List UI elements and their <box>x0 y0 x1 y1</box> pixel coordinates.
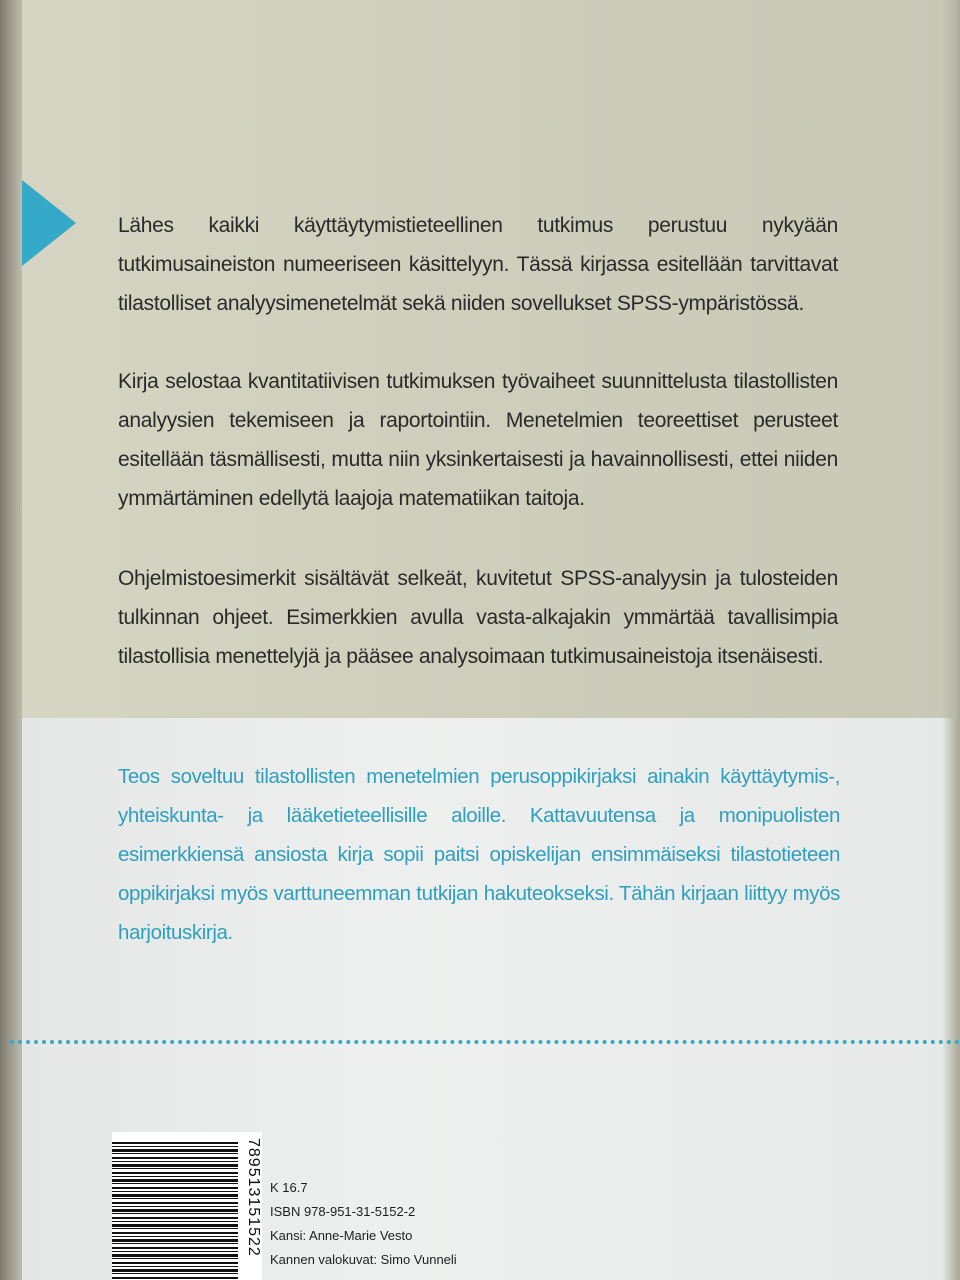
triangle-marker-icon <box>22 180 76 266</box>
classification-code: K 16.7 <box>270 1180 308 1195</box>
dotted-divider <box>10 1040 960 1044</box>
blurb-paragraph-1: Lähes kaikki käyttäytymistieteellinen tutkimus perustuu nykyään tutkimusaineiston numeeriseen käsittelyyn. Tässä kirjassa esitellään tarvittavat tilastolliset analyysimenetelmät sekä niiden sovellukset SPSS-ympäristössä. <box>118 214 838 315</box>
imprint-info <box>270 1176 457 1272</box>
isbn-number: ISBN 978-951-31-5152-2 <box>270 1204 416 1219</box>
isbn-barcode <box>112 1132 262 1280</box>
blurb-paragraph-3: Ohjelmistoesimerkit sisältävät selkeät, kuvitetut SPSS-analyysin ja tulosteiden tulkinnan ohjeet. Esimerkkien avulla vasta-alkajakin ymmärtää tavallisimpia tilastollisia menettelyjä ja pääsee analysoimaan tutkimusaineistoja itsenäisesti. <box>118 567 838 668</box>
cover-photographer: Kannen valokuvat: Simo Vunneli <box>270 1252 457 1267</box>
barcode-digits: 789513151522 <box>245 1138 262 1257</box>
barcode-bars <box>112 1142 238 1280</box>
blurb-paragraph-2: Kirja selostaa kvantitatiivisen tutkimuksen työvaiheet suunnittelusta tilastollisten analyysien tekemiseen ja raportointiin. Menetelmien teoreettiset perusteet esitellään täsmällisesti, mutta niin yksinkertaisesti ja havainnollisesti, ettei niiden ymmärtäminen edellytä laajoja matematiikan taitoja. <box>118 370 838 510</box>
cover-designer: Kansi: Anne-Marie Vesto <box>270 1228 413 1243</box>
book-right-edge <box>942 0 960 1280</box>
highlight-paragraph: Teos soveltuu tilastollisten menetelmien perusoppikirjaksi ainakin käyttäytymis-, yhteiskunta- ja lääketieteellisille aloille. Kattavuutensa ja monipuolisten esimerkkiensä ansiosta kirja sopii paitsi opiskelijan ensimmäiseksi tilastotieteen oppikirjaksi myös varttuneemman tutkijan hakuteokseksi. Tähän kirjaan liittyy myös harjoituskirja. <box>118 765 840 944</box>
